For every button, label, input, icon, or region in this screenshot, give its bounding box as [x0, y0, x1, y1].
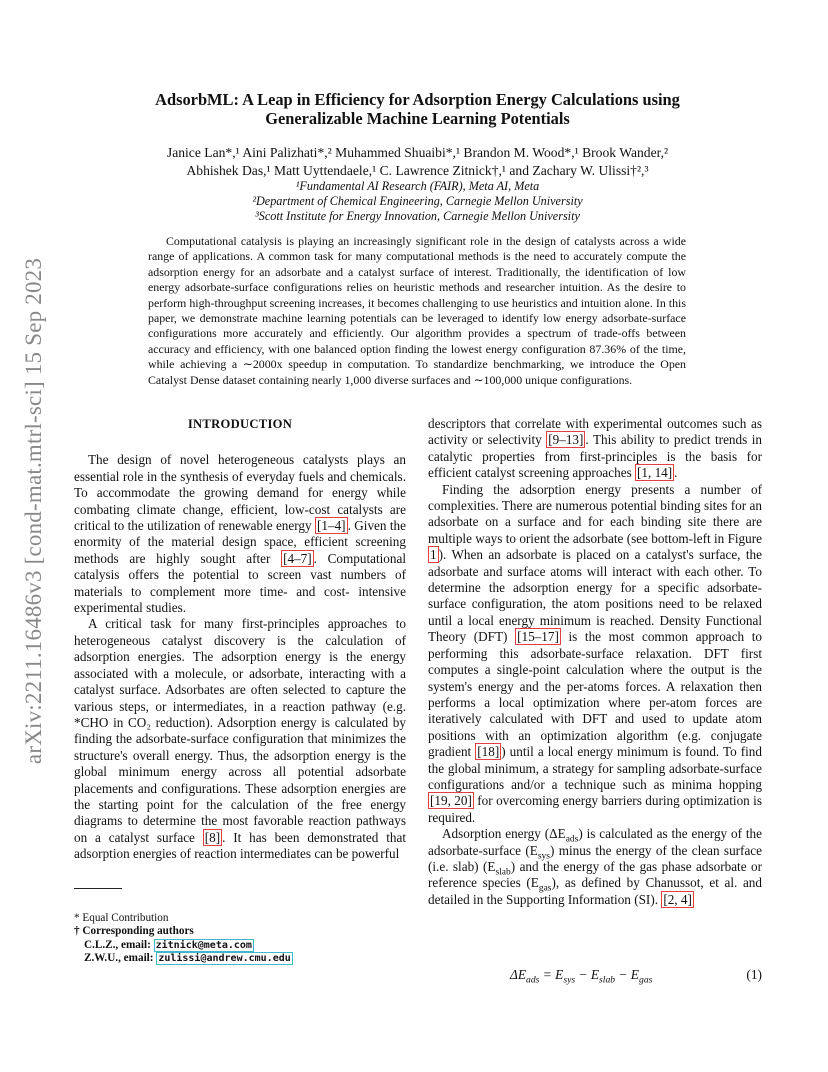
email-link-ulissi[interactable]: zulissi@andrew.cmu.edu [158, 953, 291, 965]
equation-body: $\Delta E_{ads} = E_{sys} - E_{slab} - E_{gas}$ [510, 967, 653, 986]
right-column [428, 416, 762, 908]
email-link-zitnick[interactable]: zitnick@meta.com [155, 939, 252, 951]
citation-link[interactable]: [4–7] [283, 550, 312, 566]
affiliation-3: ³Scott Institute for Energy Innovation, Carnegie Mellon University [255, 209, 580, 223]
footnote-corresponding: † Corresponding authors [74, 925, 194, 938]
intro-paragraph-4: Adsorption energy $(\Delta E_{ads})$ is calculated as the energy of the adsorbate-surface $(E_{sys})$ minus the energy of the clean surface (i.e. slab) $(E_{slab})$ and the energy of the gas phase adsorbate or reference species $(E_{gas})$, as defined by Chanussot, et al. and detailed in the Supporting Information (SI). [2, 4] [428, 826, 763, 907]
footnote-rule [74, 888, 122, 889]
citation-link[interactable]: [1, 14] [637, 465, 673, 481]
footnote-clz: C.L.Z., email: zitnick@meta.com [84, 938, 252, 951]
affiliation-1: ¹Fundamental AI Research (FAIR), Meta AI, Meta [295, 179, 540, 193]
citation-link[interactable]: [9–13] [548, 432, 584, 448]
intro-paragraph-continued: descriptors that correlate with experimental outcomes such as activity or selectivity [9–13] . This ability to predict trends in catalytic properties from first-principles is the basis for efficient catalyst screening approaches [1, 14] . [428, 416, 762, 481]
footnotes [74, 912, 414, 966]
footnote-equal: * Equal Contribution [74, 912, 169, 924]
intro-paragraph-1: The design of novel heterogeneous catalysts plays an essential role in the synthesis of everyday fuels and chemicals. To accommodate the growing demand for energy while combating climate change, efficient, low-cost catalysts are critical to the utilization of renewable energy [1–4] . Given the enormity of the material design space, efficient screening methods are highly sought after [4–7] . Computational catalysis offers the potential to screen vast numbers of materials to complement more time- and cost- intensive experimental studies. [74, 452, 406, 616]
affiliation-2: ²Department of Chemical Engineering, Carnegie Mellon University [252, 194, 583, 208]
authors-line-2: Abhishek Das,¹ Matt Uyttendaele,¹ C. Lawrence Zitnick†,¹ and Zachary W. Ulissi†²,³ [186, 163, 649, 178]
equation-number: (1) [746, 967, 762, 982]
citation-link[interactable]: [18] [477, 744, 500, 760]
equation-1 [428, 964, 762, 986]
authors-line-1: Janice Lan*,¹ Aini Palizhati*,² Muhammed Shuaibi*,¹ Brandon M. Wood*,¹ Brook Wander,² [166, 145, 669, 160]
arxiv-stamp [14, 238, 54, 784]
paper-title [90, 90, 745, 128]
author-list [90, 144, 745, 180]
intro-paragraph-2: A critical task for many first-principles approaches to heterogeneous catalyst discovery is the calculation of adsorption energies. The adsorption energy is the energy associated with a molecule, or adsorbate, interacting with a catalyst surface. Adsorbates are often selected to capture the various steps, or intermediates, in a reaction pathway (e.g. *CHO in CO₂ reduction). Adsorption energy is calculated by finding the adsorbate-surface configuration that minimizes the structure's overall energy. Thus, the adsorption energy is the global minimum energy across all potential adsorbate placements and configurations. These adsorption energies are the starting point for the calculation of the free energy diagrams to determine the most favorable reaction pathways on a catalyst surface [8] . It has been demonstrated that adsorption energies of reaction intermediates can be powerful [74, 616, 406, 862]
intro-paragraph-3: Finding the adsorption energy presents a number of complexities. There are numerous potential binding sites for an adsorbate on a surface and for each binding site there are multiple ways to orient the adsorbate (see bottom-left in Figure 1 ). When an adsorbate is placed on a catalyst's surface, the adsorbate and surface atoms will interact with each other. To determine the adsorption energy for a specific adsorbate-surface configuration, the atom positions need to be relaxed until a local energy minimum is reached. Density Functional Theory (DFT) [15–17] is the most common approach to performing this adsorbate-surface relaxation. DFT first computes a single-point calculation where the output is the system's energy and the per-atoms forces. A relaxation then performs a local optimization where per-atom forces are iteratively calculated with DFT and used to update atom positions with an optimization algorithm (e.g. conjugate gradient [18] ) until a local energy minimum is found. To find the global minimum, a strategy for sampling adsorbate-surface configurations and/or a technique such as minima hopping [19, 20] for overcoming energy barriers during optimization is required. [428, 481, 762, 825]
title-line-2: Generalizable Machine Learning Potentials [265, 109, 570, 128]
citation-link[interactable]: [1–4] [317, 518, 346, 534]
figure-link[interactable]: 1 [430, 547, 437, 563]
footnote-zwu: Z.W.U., email: zulissi@andrew.cmu.edu [84, 952, 291, 965]
citation-link[interactable]: [8] [204, 829, 221, 845]
citation-link[interactable]: [19, 20] [430, 793, 472, 809]
arxiv-stamp-text: arXiv:2211.16486v3 [cond-mat.mtrl-sci] 15 Sep 2023 [21, 257, 46, 765]
section-heading: INTRODUCTION [187, 417, 293, 431]
abstract: Computational catalysis is playing an increasingly significant role in the design of catalysts across a wide range of applications. A common task for many computational methods is the need to accurately compute the adsorption energy for an adsorbate and a catalyst surface of interest. Traditionally, the identification of low energy adsorbate-surface configurations relies on heuristic methods and researcher intuition. As the desire to perform high-throughput screening increases, it becomes challenging to use heuristics and intuition alone. In this paper, we demonstrate machine learning potentials can be leveraged to identify low energy adsorbate-surface configurations more accurately and efficiently. Our algorithm provides a spectrum of trade-offs between accuracy and efficiency, with one balanced option finding the lowest energy configuration 87.36% of the time, while achieving a ∼2000x speedup in computation. To standardize benchmarking, we introduce the Open Catalyst Dense dataset containing nearly 1,000 diverse surfaces and ∼100,000 unique configurations. [148, 234, 686, 387]
affiliations [90, 179, 745, 224]
citation-link[interactable]: [2, 4] [663, 891, 692, 907]
left-column [74, 416, 406, 863]
citation-link[interactable]: [15–17] [517, 629, 559, 645]
title-line-1: AdsorbML: A Leap in Efficiency for Adsorption Energy Calculations using [155, 90, 680, 109]
